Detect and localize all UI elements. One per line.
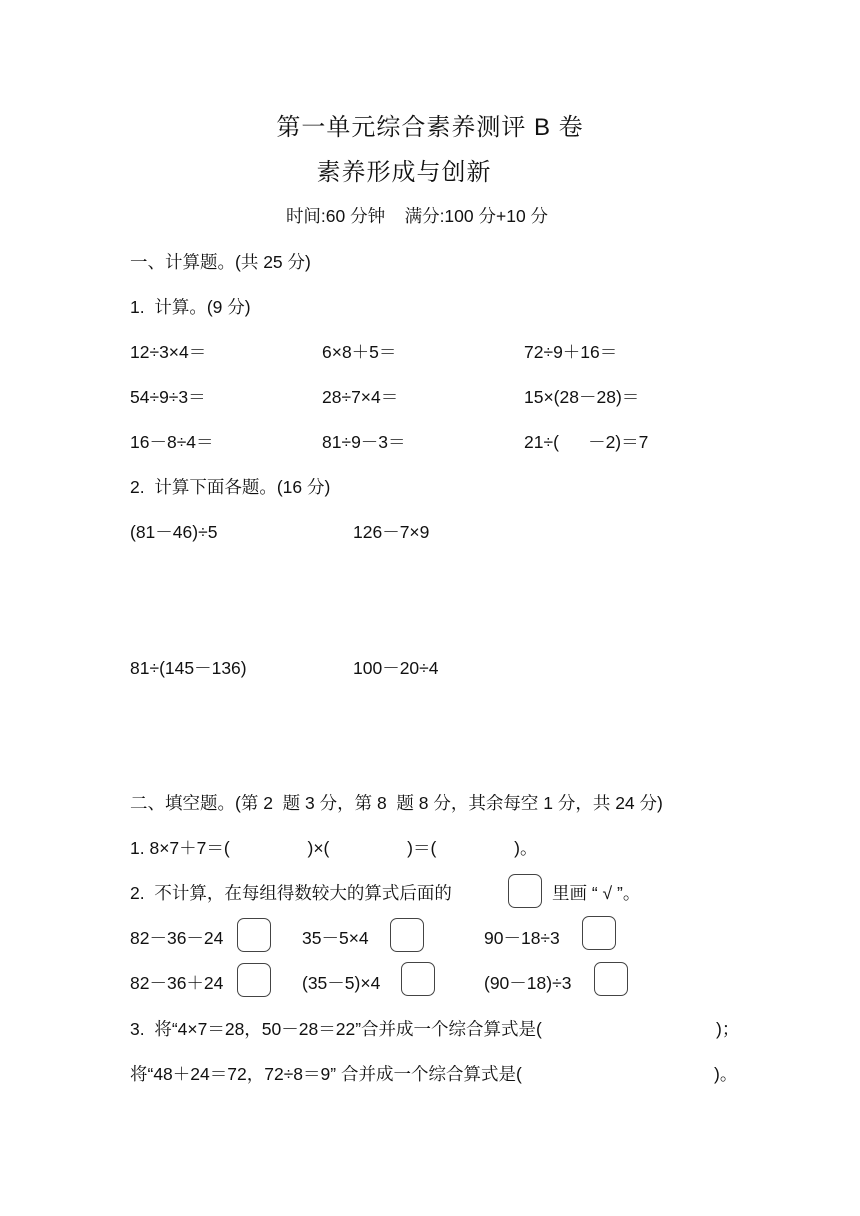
question-2-3-line-1-end: )； xyxy=(716,1019,740,1039)
calc-item: 81÷9－3＝ xyxy=(322,432,406,452)
compare-expression: 90－18÷3 xyxy=(484,928,560,948)
compare-expression: (90－18)÷3 xyxy=(484,973,572,993)
question-2-1: 1. 8×7＋7＝( )×( )＝( )。 xyxy=(130,838,538,858)
calc-item: 72÷9＋16＝ xyxy=(524,342,618,362)
question-2-3-line-2: 将“48＋24＝72，72÷8＝9” 合并成一个综合算式是( xyxy=(130,1064,522,1084)
question-2-2-suffix: 里画 “ √ ”。 xyxy=(552,883,641,903)
work-item: 100－20÷4 xyxy=(353,658,439,678)
work-item: (81－46)÷5 xyxy=(130,522,218,542)
calc-item: 6×8＋5＝ xyxy=(322,342,397,362)
compare-expression: (35－5)×4 xyxy=(302,973,381,993)
work-item: 126－7×9 xyxy=(353,522,430,542)
check-box[interactable] xyxy=(594,962,628,996)
section-2-heading: 二、填空题。(第 2 题 3 分，第 8 题 8 分，其余每空 1 分，共 24 分) xyxy=(130,793,663,813)
compare-expression: 35－5×4 xyxy=(302,928,369,948)
work-item: 81÷(145－136) xyxy=(130,658,247,678)
page-title: 第一单元综合素养测评 B 卷 xyxy=(276,114,584,141)
question-2-3-line-2-end: )。 xyxy=(714,1064,738,1084)
check-box[interactable] xyxy=(582,916,616,950)
check-box[interactable] xyxy=(237,918,271,952)
check-box[interactable] xyxy=(237,963,271,997)
check-box[interactable] xyxy=(401,962,435,996)
question-1-1-label: 1. 计算。(9 分) xyxy=(130,297,251,317)
compare-expression: 82－36＋24 xyxy=(130,973,224,993)
question-2-2-prefix: 2. 不计算，在每组得数较大的算式后面的 xyxy=(130,883,452,903)
exam-meta: 时间:60 分钟 满分:100 分+10 分 xyxy=(285,206,549,226)
calc-item: 28÷7×4＝ xyxy=(322,387,399,407)
calc-item: 15×(28－28)＝ xyxy=(524,387,640,407)
calc-item: 16－8÷4＝ xyxy=(130,432,214,452)
page-subtitle: 素养形成与创新 xyxy=(316,159,492,186)
calc-item: 21÷( －2)＝7 xyxy=(524,432,649,452)
check-box[interactable] xyxy=(390,918,424,952)
question-2-3-line-1: 3. 将“4×7＝28，50－28＝22”合并成一个综合算式是( xyxy=(130,1019,542,1039)
calc-item: 12÷3×4＝ xyxy=(130,342,207,362)
question-1-2-label: 2. 计算下面各题。(16 分) xyxy=(130,477,331,497)
calc-item: 54÷9÷3＝ xyxy=(130,387,206,407)
answer-box-example xyxy=(508,874,542,908)
section-1-heading: 一、计算题。(共 25 分) xyxy=(130,252,311,272)
compare-expression: 82－36－24 xyxy=(130,928,224,948)
